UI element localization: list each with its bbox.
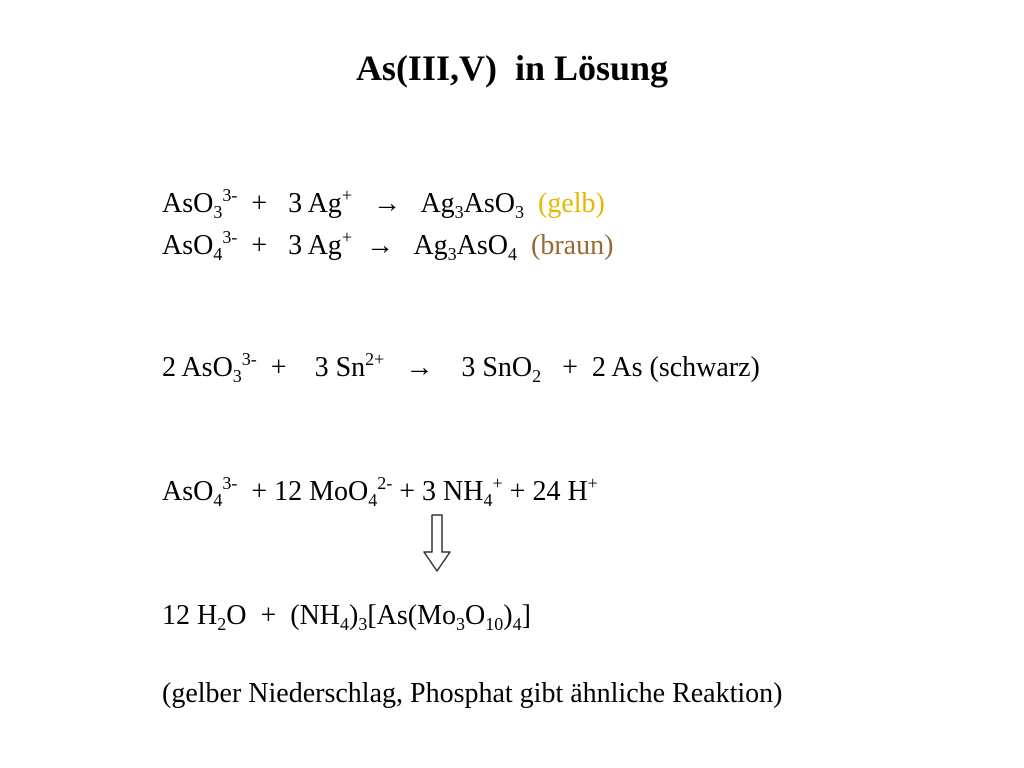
product-formula: Ag [420,188,455,219]
slide-title: As(III,V) in Lösung [355,48,669,88]
arsenate-charge: 3- [222,227,238,247]
reaction-arsenite-tin [162,350,760,386]
arsenate-charge: 3- [222,473,238,493]
reaction-arrow: → [384,352,462,383]
ammonium-formula: + 3 NH [392,476,484,507]
arsenite-subscript: 3 [213,202,223,222]
complex-formula-part: ] [521,600,531,631]
tin-oxide-subscript: 2 [532,366,542,386]
reaction-arrow: → [351,230,414,261]
reaction-arsenite-silver [162,186,605,222]
silver-charge: + [341,227,352,247]
arsenic-product: + 2 As (schwarz) [541,352,760,383]
molybdate-products [162,598,531,634]
product-subscript: 3 [447,244,457,264]
silver-reactant: + 3 Ag [237,188,342,219]
product-subscript: 3 [454,202,464,222]
water-subscript: 2 [217,614,227,634]
molybdate-charge: 2- [377,473,393,493]
arsenate-subscript: 4 [213,490,223,510]
complex-formula-part: ) [503,600,513,631]
arsenate-subscript: 4 [213,244,223,264]
product-formula-part: AsO [463,188,516,219]
complex-subscript: 3 [456,614,466,634]
silver-charge: + [341,185,352,205]
arsenite-formula: 2 AsO [162,352,233,383]
proton-charge: + [587,473,598,493]
arsenite-formula: AsO [162,188,214,219]
product-formula: Ag [413,230,448,261]
precipitate-note: (gelber Niederschlag, Phosphat gibt ähnliche Reaktion) [162,678,783,709]
product-subscript: 4 [508,244,518,264]
complex-formula-part: O [465,600,486,631]
complex-formula-part: ) [349,600,359,631]
arsenate-formula: AsO [162,230,214,261]
silver-reactant: + 3 Ag [237,230,342,261]
complex-formula-part: O + (NH [226,600,341,631]
reaction-arrow: → [351,188,421,219]
product-formula-part: AsO [456,230,509,261]
complex-subscript: 10 [485,614,504,634]
tin-reactant: + 3 Sn [256,352,366,383]
complex-subscript: 3 [358,614,368,634]
proton-formula: + 24 H [502,476,588,507]
molybdate-subscript: 4 [368,490,378,510]
ammonium-charge: + [492,473,503,493]
down-arrow-icon [422,514,452,572]
product-subscript: 3 [515,202,525,222]
complex-subscript: 4 [340,614,350,634]
ammonium-subscript: 4 [483,490,493,510]
color-note-braun: (braun) [517,230,614,261]
color-note-gelb: (gelb) [524,188,605,219]
arsenite-subscript: 3 [232,366,242,386]
tin-charge: 2+ [365,349,385,369]
molybdate-reactants [162,474,598,510]
arsenite-charge: 3- [222,185,238,205]
complex-subscript: 4 [512,614,522,634]
water-formula: 12 H [162,600,218,631]
complex-formula-part: [As(Mo [367,600,457,631]
arsenate-formula: AsO [162,476,214,507]
arsenite-charge: 3- [241,349,257,369]
tin-oxide-product: 3 SnO [461,352,533,383]
reaction-arsenate-silver [162,228,613,264]
molybdate-formula: + 12 MoO [237,476,369,507]
